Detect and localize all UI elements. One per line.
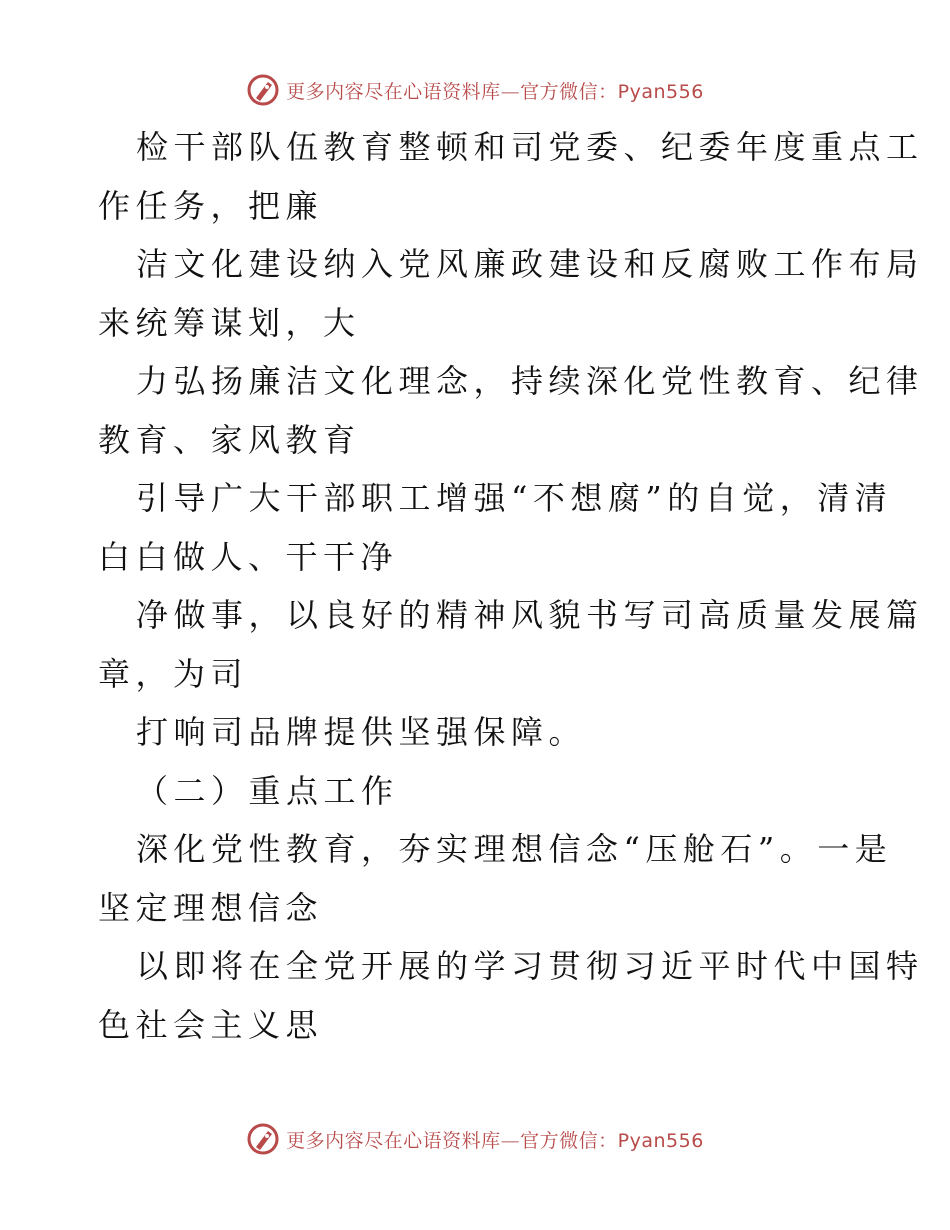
text-line: 白白做人、干干净	[98, 537, 399, 576]
watermark-text: 更多内容尽在心语资料库—官方微信：Pyan556	[286, 1129, 704, 1152]
footer-watermark	[0, 1121, 950, 1157]
text-line: 净做事，以良好的精神风貌书写司高质量发展篇	[136, 596, 924, 634]
text-line: 引导广大干部职工增强“不想腐”的自觉，清清	[136, 479, 893, 517]
text-line: 检干部队伍教育整顿和司党委、纪委年度重点工	[136, 128, 924, 166]
text-line: 深化党性教育，夯实理想信念“压舱石”。一是	[136, 830, 893, 868]
header-watermark	[0, 72, 950, 108]
watermark-text: 更多内容尽在心语资料库—官方微信：Pyan556	[286, 80, 704, 103]
text-line: （二）重点工作	[136, 771, 399, 810]
text-line: 色社会主义思	[98, 1005, 324, 1044]
pen-nib-circle-icon	[246, 1122, 280, 1156]
text-line: 洁文化建设纳入党风廉政建设和反腐败工作布局	[136, 245, 924, 283]
text-line: 教育、家风教育	[98, 420, 361, 459]
text-line: 坚定理想信念	[98, 888, 324, 927]
text-line: 打响司品牌提供坚强保障。	[136, 713, 587, 751]
text-line: 以即将在全党开展的学习贯彻习近平时代中国特	[136, 947, 924, 985]
text-line: 作任务，把廉	[98, 186, 324, 225]
text-line: 章，为司	[98, 654, 249, 693]
pen-nib-circle-icon	[246, 73, 280, 107]
text-line: 来统筹谋划，大	[98, 303, 361, 342]
text-line: 力弘扬廉洁文化理念，持续深化党性教育、纪律	[136, 362, 924, 400]
